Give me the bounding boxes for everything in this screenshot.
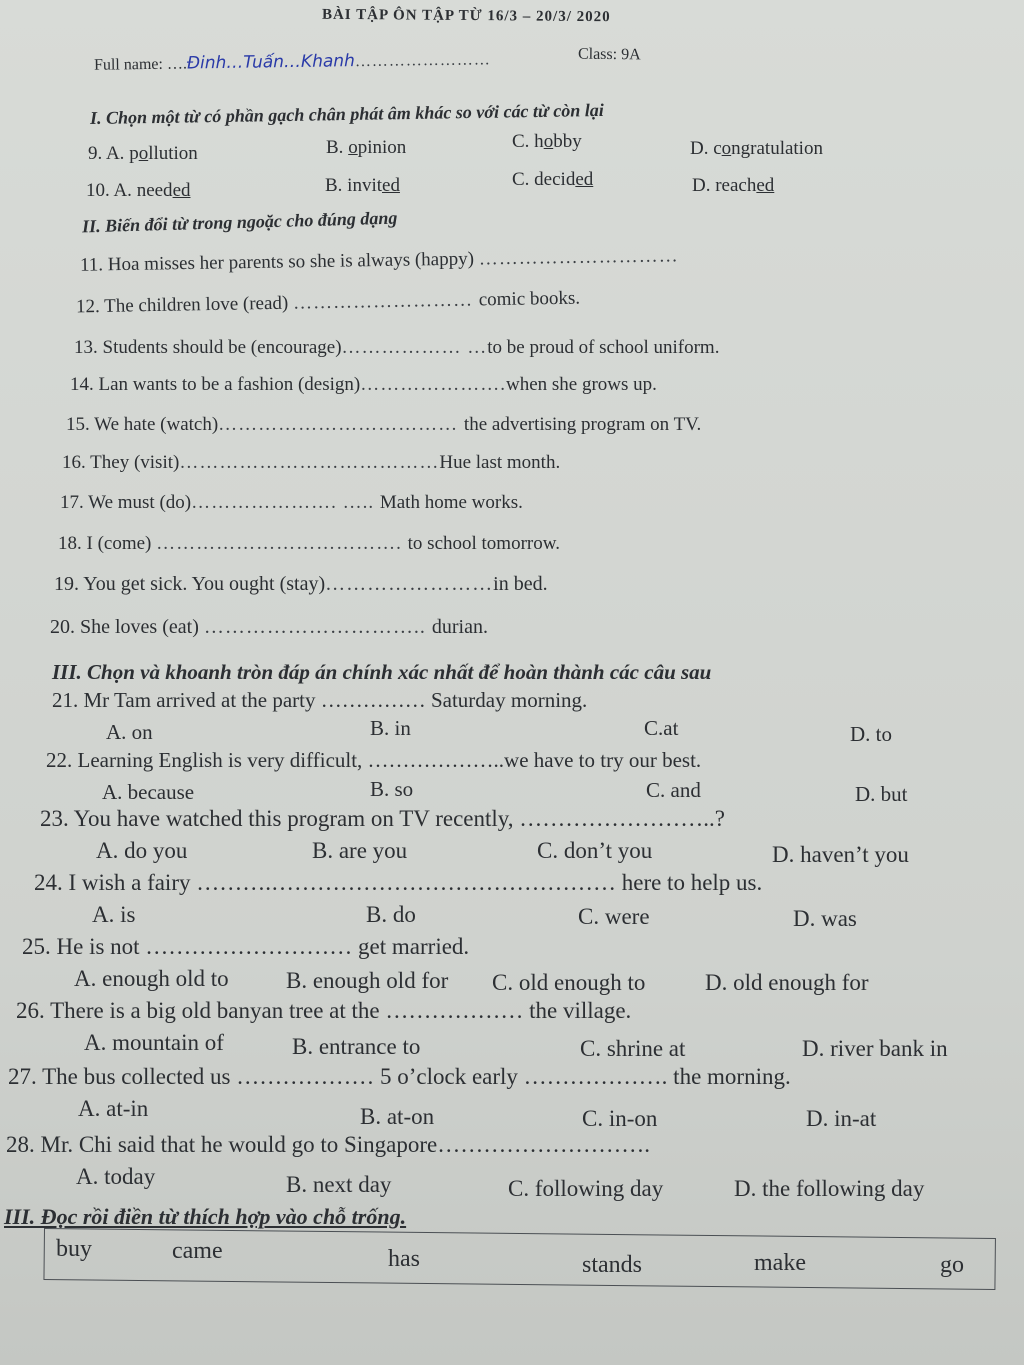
q9-option-a: 9. A. pollution	[88, 143, 198, 164]
word-bank-item: has	[388, 1246, 420, 1272]
q24-option-b: B. do	[366, 902, 416, 927]
section-4-title: III. Đọc rồi điền từ thích hợp vào chỗ trống.	[4, 1204, 407, 1229]
question-24: 24. I wish a fairy ……….……………………………………… here to help us.	[34, 870, 763, 895]
q27-option-b: B. at-on	[360, 1104, 435, 1129]
q21-option-a: A. on	[106, 720, 153, 744]
q26-option-d: D. river bank in	[802, 1036, 948, 1061]
q9-option-d: D. congratulation	[690, 138, 823, 159]
question-18: 18. I (come) ………………………………. to school tomorrow.	[58, 533, 560, 554]
q23-option-d: D. haven’t you	[772, 842, 909, 867]
word-bank-item: buy	[56, 1236, 92, 1262]
q26-option-b: B. entrance to	[292, 1034, 421, 1059]
full-name-label: Full name: ….	[93, 55, 188, 74]
section-2-title: II. Biến đổi từ trong ngoặc cho đúng dạng	[81, 207, 398, 237]
q28-option-a: A. today	[76, 1164, 156, 1189]
question-26: 26. There is a big old banyan tree at the ……………… the village.	[16, 998, 632, 1023]
question-16: 16. They (visit)…………………………………Hue last month.	[62, 452, 561, 473]
section-1-title: I. Chọn một từ có phần gạch chân phát âm khác so với các từ còn lại	[89, 99, 604, 129]
q22-option-b: B. so	[370, 777, 414, 801]
q21-option-c: C.at	[644, 716, 679, 740]
q10-option-b: B. invited	[325, 175, 400, 196]
q25-option-a: A. enough old to	[74, 966, 229, 991]
q21-option-b: B. in	[370, 716, 411, 740]
q25-option-d: D. old enough for	[705, 970, 869, 995]
q23-option-a: A. do you	[96, 838, 188, 863]
question-28: 28. Mr. Chi said that he would go to Singapore……………………….	[6, 1132, 650, 1157]
q27-option-d: D. in-at	[806, 1106, 877, 1131]
q10-option-d: D. reached	[692, 175, 775, 196]
page-title: BÀI TẬP ÔN TẬP TỪ 16/3 – 20/3/ 2020	[321, 6, 611, 26]
q24-option-d: D. was	[793, 906, 857, 931]
q22-option-c: C. and	[646, 778, 701, 802]
question-14: 14. Lan wants to be a fashion (design)………………….when she grows up.	[70, 374, 657, 395]
q26-option-c: C. shrine at	[580, 1036, 686, 1061]
q27-option-c: C. in-on	[582, 1106, 658, 1131]
q24-option-c: C. were	[578, 904, 650, 929]
word-bank-item: make	[754, 1250, 806, 1276]
word-bank-item: go	[940, 1252, 964, 1278]
question-27: 27. The bus collected us ……………… 5 o’clock early ………………. the morning.	[8, 1064, 791, 1089]
q9-option-c: C. hobby	[512, 131, 582, 152]
section-3-title: III. Chọn và khoanh tròn đáp án chính xác nhất để hoàn thành các câu sau	[52, 660, 712, 684]
q28-option-d: D. the following day	[734, 1176, 925, 1201]
question-17: 17. We must (do)…………………. ….. Math home works.	[60, 492, 523, 513]
full-name-dots: ……………………	[354, 51, 491, 71]
word-bank-item: came	[172, 1238, 223, 1264]
question-15: 15. We hate (watch)……………………………… the advertising program on TV.	[66, 414, 702, 435]
q28-option-b: B. next day	[286, 1172, 392, 1197]
q23-option-b: B. are you	[312, 838, 408, 863]
question-21: 21. Mr Tam arrived at the party …………… Saturday morning.	[52, 688, 588, 712]
q23-option-c: C. don’t you	[537, 838, 653, 863]
q25-option-b: B. enough old for	[286, 968, 449, 993]
q27-option-a: A. at-in	[78, 1096, 149, 1121]
q22-option-a: A. because	[102, 780, 195, 804]
full-name-row	[94, 49, 491, 75]
q25-option-c: C. old enough to	[492, 970, 646, 995]
q28-option-c: C. following day	[508, 1176, 664, 1201]
question-25: 25. He is not ……………………… get married.	[22, 934, 470, 959]
question-23: 23. You have watched this program on TV recently, ……………………..?	[40, 806, 726, 831]
q26-option-a: A. mountain of	[84, 1030, 224, 1055]
question-13: 13. Students should be (encourage)……………… …to be proud of school uniform.	[74, 337, 720, 358]
word-bank-item: stands	[582, 1252, 642, 1278]
q10-option-a: 10. A. needed	[86, 180, 191, 201]
q10-option-c: C. decided	[512, 169, 594, 190]
q22-option-d: D. but	[855, 782, 908, 806]
question-20: 20. She loves (eat) ………………………….. durian.	[50, 616, 488, 638]
full-name-value: Đinh…Tuấn…Khanh	[186, 51, 356, 74]
question-19: 19. You get sick. You ought (stay)……………………in bed.	[54, 573, 548, 595]
q21-option-d: D. to	[850, 722, 892, 746]
q9-option-b: B. opinion	[326, 137, 407, 158]
class-label: Class: 9A	[577, 45, 641, 64]
question-12: 12. The children love (read) ……………………… comic books.	[75, 287, 581, 318]
question-11: 11. Hoa misses her parents so she is always (happy) …………………………	[79, 245, 679, 276]
question-22: 22. Learning English is very difficult, ………………..we have to try our best.	[46, 748, 702, 772]
q24-option-a: A. is	[92, 902, 136, 927]
